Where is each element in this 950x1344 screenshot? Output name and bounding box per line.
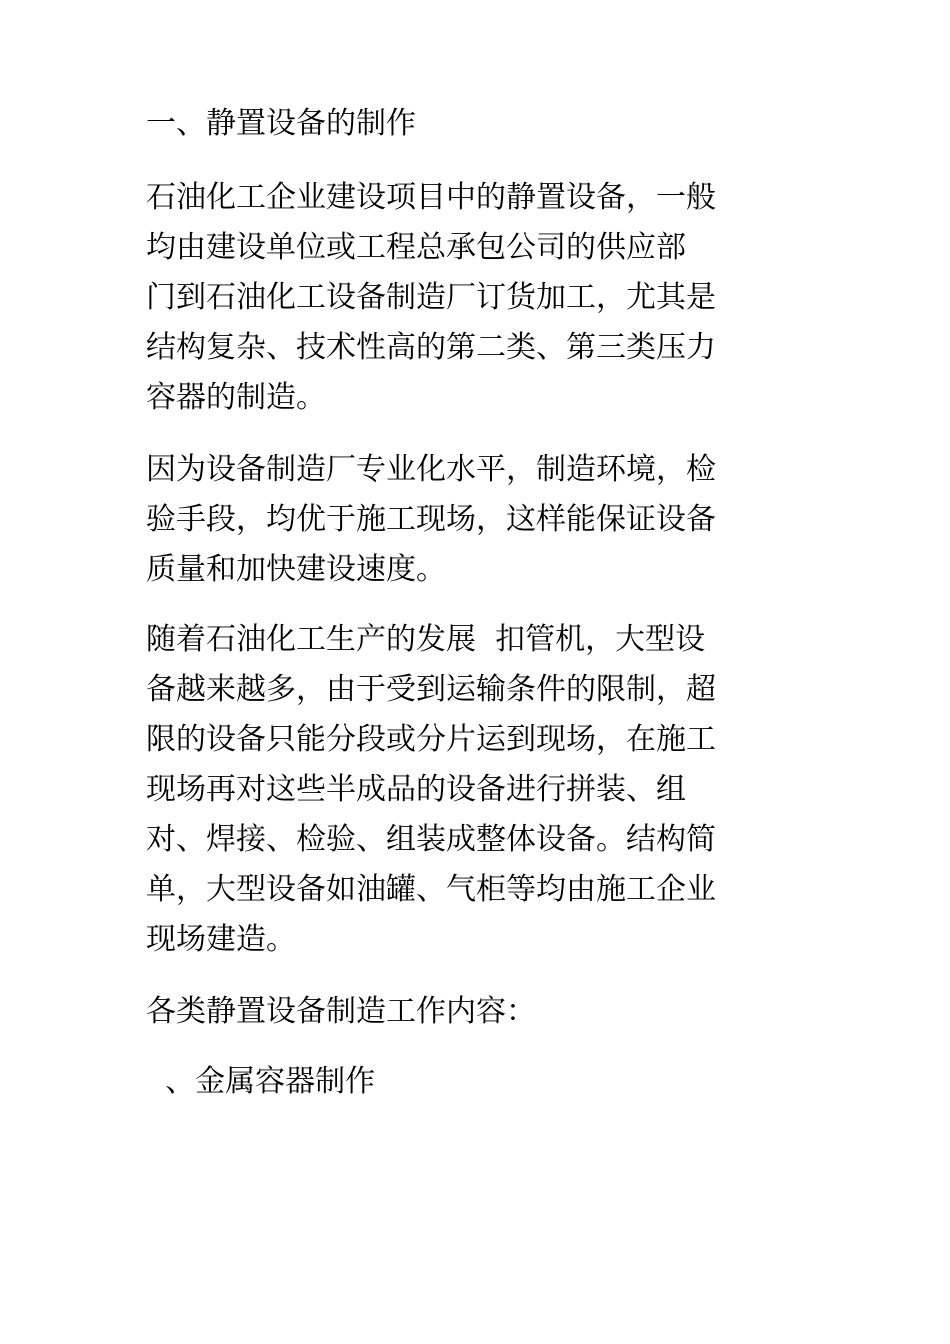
list-item-metal-vessel: 、金属容器制作 bbox=[146, 1064, 376, 1099]
paragraph-3-line-4: 现场再对这些半成品的设备进行拼装、组 bbox=[146, 772, 686, 807]
paragraph-3-line-6: 单，大型设备如油罐、气柜等均由施工企业 bbox=[146, 872, 716, 907]
section-heading: 一、静置设备的制作 bbox=[146, 106, 416, 141]
paragraph-3-line-2: 备越来越多，由于受到运输条件的限制，超 bbox=[146, 672, 716, 707]
paragraph-3-line-7: 现场建造。 bbox=[146, 922, 296, 957]
paragraph-1-line-2: 均由建设单位或工程总承包公司的供应部 bbox=[146, 230, 686, 265]
paragraph-3-line-1: 随着石油化工生产的发展 扣管机，大型设 bbox=[146, 622, 706, 657]
paragraph-1-line-5: 容器的制造。 bbox=[146, 380, 326, 415]
paragraph-1-line-3: 门到石油化工设备制造厂订货加工，尤其是 bbox=[146, 280, 716, 315]
paragraph-4: 各类静置设备制造工作内容： bbox=[146, 994, 536, 1029]
paragraph-1-line-4: 结构复杂、技术性高的第二类、第三类压力 bbox=[146, 330, 716, 365]
paragraph-3-line-5: 对、焊接、检验、组装成整体设备。结构简 bbox=[146, 822, 716, 857]
paragraph-2-line-2: 验手段，均优于施工现场，这样能保证设备 bbox=[146, 502, 716, 537]
paragraph-3-line-3: 限的设备只能分段或分片运到现场，在施工 bbox=[146, 722, 716, 757]
paragraph-2-line-1: 因为设备制造厂专业化水平，制造环境，检 bbox=[146, 452, 716, 487]
paragraph-1-line-1: 石油化工企业建设项目中的静置设备，一般 bbox=[146, 180, 716, 215]
paragraph-2-line-3: 质量和加快建设速度。 bbox=[146, 552, 446, 587]
